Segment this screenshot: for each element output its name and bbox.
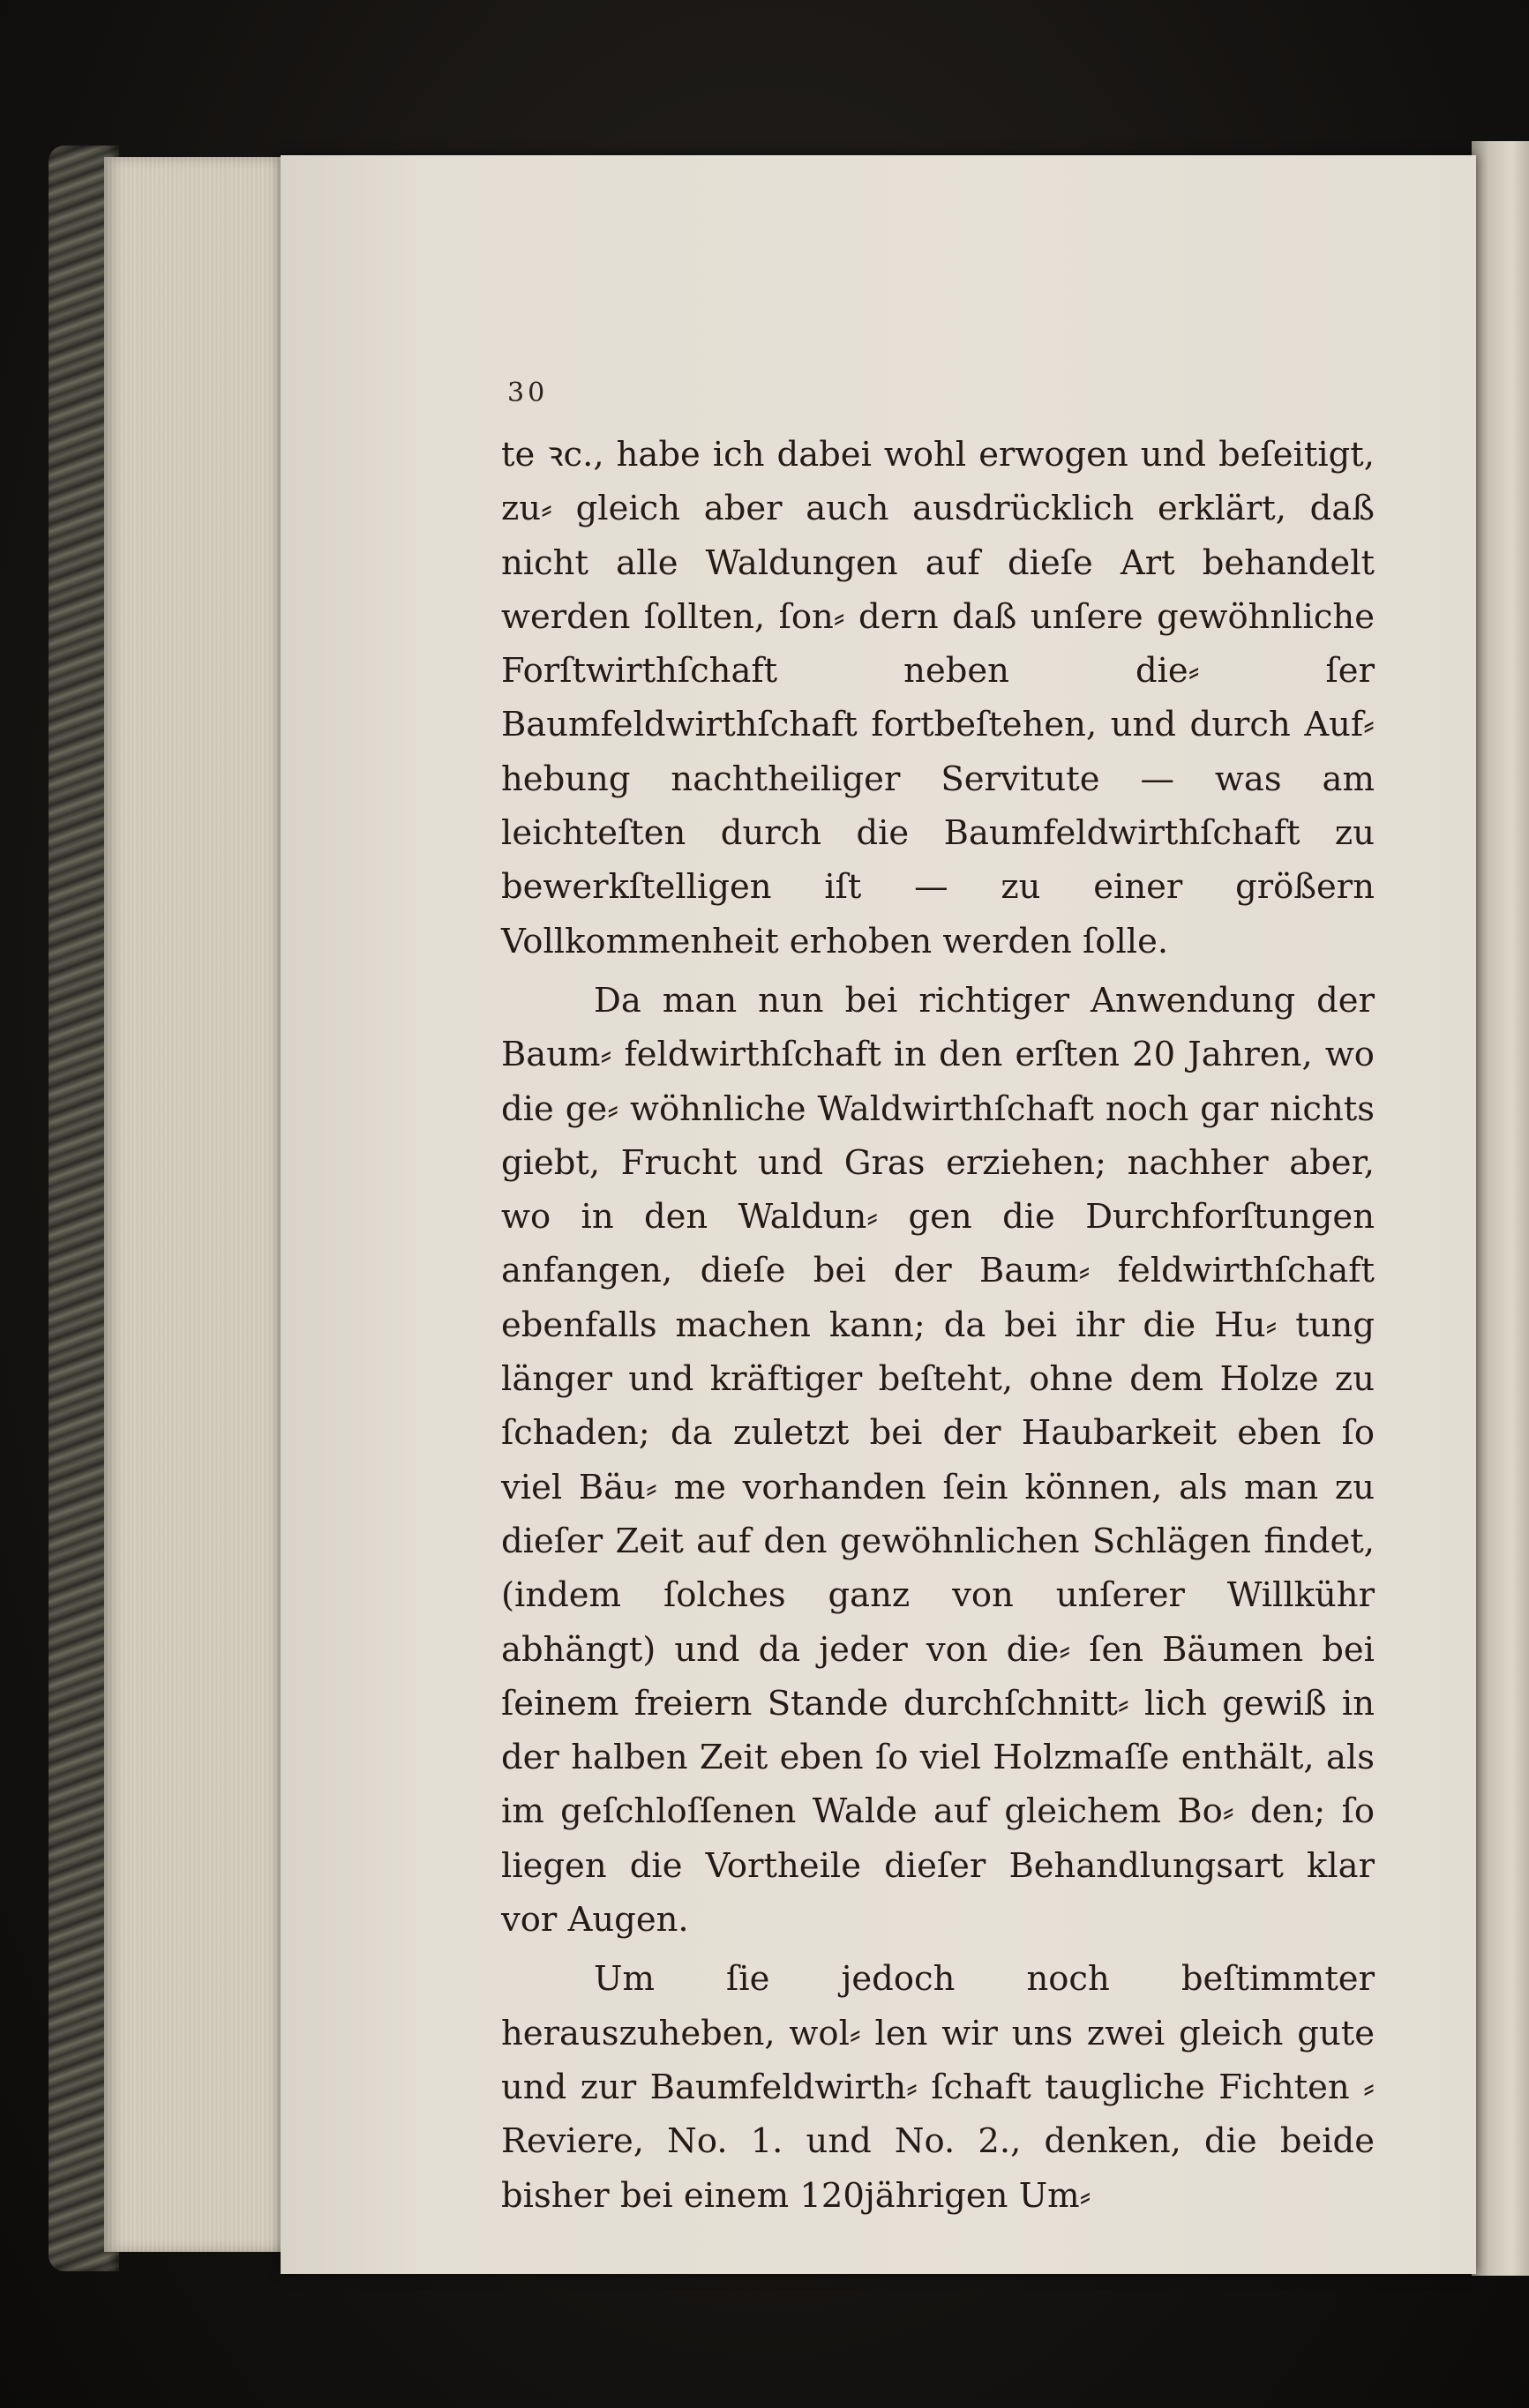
paragraph-3: Um ſie jedoch noch beſtimmter herauszuheben, wol⸗ len wir uns zwei gleich gute und zur Baumfeldwirth⸗ ſchaft taugliche Fichten ⸗ Reviere, No. 1. und No. 2., denken, die beide bisher bei einem 120jährigen Um⸗ [501, 1959, 1375, 2216]
page-edges-stack [104, 157, 289, 2252]
page-text [501, 428, 1375, 2223]
page-number: 30 [507, 378, 549, 408]
paragraph-1: te ꝛc., habe ich dabei wohl erwogen und beſeitigt, zu⸗ gleich aber auch ausdrücklich erklärt, daß nicht alle Waldungen auf dieſe Art behandelt werden ſollten, ſon⸗ dern daß unſere gewöhnliche Forſtwirthſchaft neben die⸗ ſer Baumfeldwirthſchaft fortbeſtehen, und durch Auf⸗ hebung nachtheiliger Servitute — was am leichteſten durch die Baumfeldwirthſchaft zu bewerkſtelligen iſt — zu einer größern Vollkommenheit erhoben werden ſolle. [501, 435, 1375, 961]
facing-page-edge [1472, 141, 1529, 2276]
paragraph-2: Da man nun bei richtiger Anwendung der Baum⸗ feldwirthſchaft in den erſten 20 Jahren, wo die ge⸗ wöhnliche Waldwirthſchaft noch gar nichts giebt, Frucht und Gras erziehen; nachher aber, wo in den Waldun⸗ gen die Durchforſtungen anfangen, dieſe bei der Baum⸗ feldwirthſchaft ebenfalls machen kann; da bei ihr die Hu⸗ tung länger und kräftiger beſteht, ohne dem Holze zu ſchaden; da zuletzt bei der Haubarkeit eben ſo viel Bäu⸗ me vorhanden ſein können, als man zu dieſer Zeit auf den gewöhnlichen Schlägen findet, (indem ſolches ganz von unſerer Willkühr abhängt) und da jeder von die⸗ ſen Bäumen bei ſeinem freiern Stande durchſchnitt⸗ lich gewiß in der halben Zeit eben ſo viel Holzmaſſe enthält, als im geſchloſſenen Walde auf gleichem Bo⸗ den; ſo liegen die Vortheile dieſer Behandlungsart klar vor Augen. [501, 980, 1375, 1941]
